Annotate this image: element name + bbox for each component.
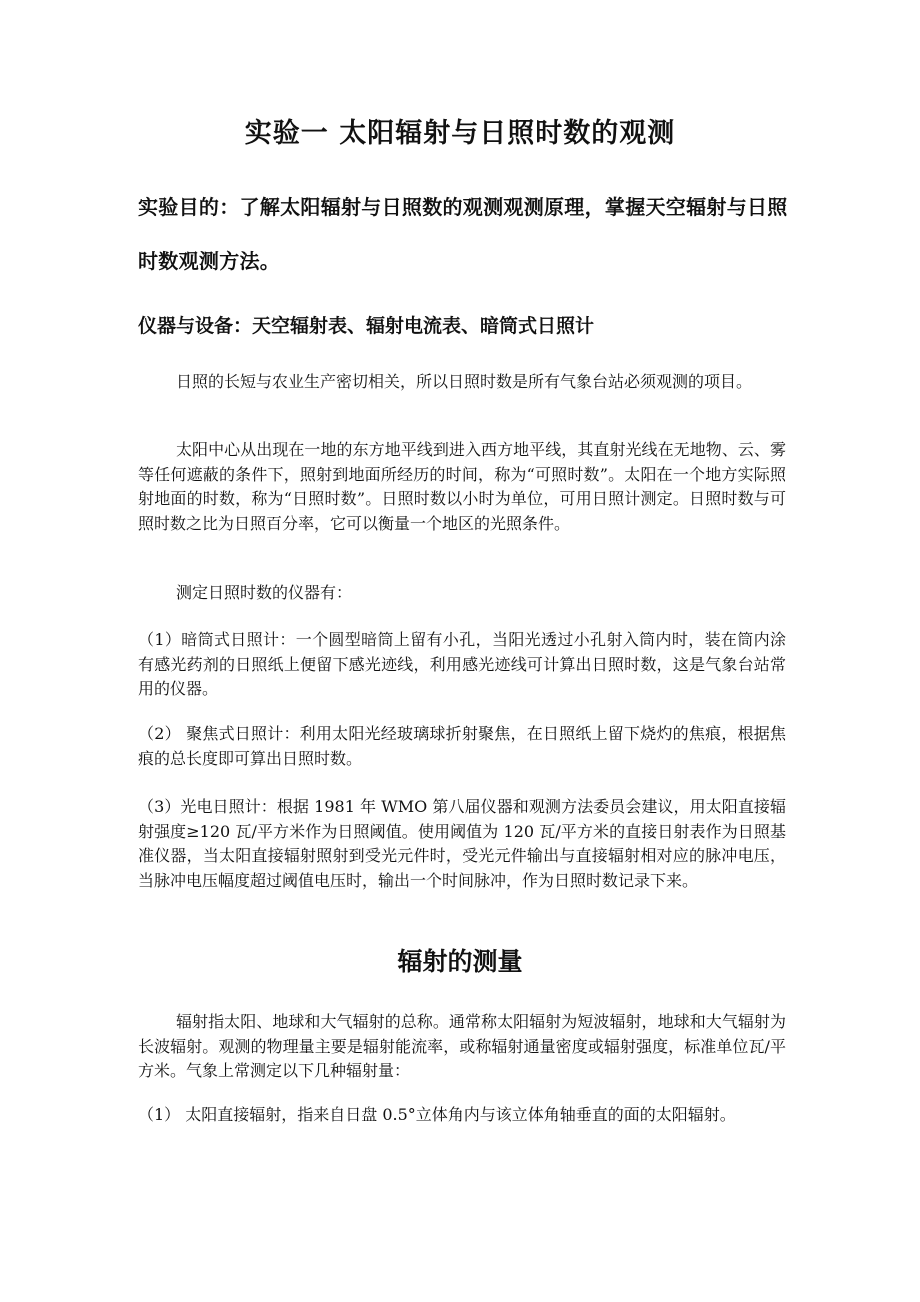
paragraph-sunshine-definition: 太阳中心从出现在一地的东方地平线到进入西方地平线，其直射光线在无地物、云、雾等任何遮蔽的条件下，照射到地面所经历的时间，称为“可照时数”。太阳在一个地方实际照射地面的时数，称为“日照时数”。日照时数以小时为单位，可用日照计测定。日照时数与可照时数之比为日照百分率，它可以衡量一个地区的光照条件。	[138, 440, 786, 533]
section-heading-radiation: 辐射的测量	[397, 947, 523, 976]
experiment-purpose: 实验目的：了解太阳辐射与日照数的观测观测原理，掌握天空辐射与日照时数观测方法。	[138, 195, 788, 273]
paragraph-dark-tube-recorder: （1）暗筒式日照计：一个圆型暗筒上留有小孔，当阳光透过小孔射入筒内时，装在筒内涂有感光药剂的日照纸上便留下感光迹线，利用感光迹线可计算出日照时数，这是气象台站常用的仪器。	[138, 630, 786, 698]
paragraph-instruments-intro: 测定日照时数的仪器有：	[176, 583, 353, 602]
paragraph-sunshine-importance: 日照的长短与农业生产密切相关，所以日照时数是所有气象台站必须观测的项目。	[176, 372, 753, 391]
paragraph-radiation-definition: 辐射指太阳、地球和大气辐射的总称。通常称太阳辐射为短波辐射，地球和大气辐射为长波辐射。观测的物理量主要是辐射能流率，或称辐射通量密度或辐射强度，标准单位瓦/平方米。气象上常测定以下几种辐射量：	[138, 1012, 786, 1080]
document-title: 实验一 太阳辐射与日照时数的观测	[244, 118, 676, 149]
equipment-line: 仪器与设备：天空辐射表、辐射电流表、暗筒式日照计	[138, 315, 595, 337]
paragraph-direct-radiation: （1） 太阳直接辐射，指来自日盘 0.5°立体角内与该立体角轴垂直的面的太阳辐射。	[138, 1105, 736, 1124]
paragraph-focusing-recorder: （2） 聚焦式日照计：利用太阳光经玻璃球折射聚焦，在日照纸上留下烧灼的焦痕，根据焦痕的总长度即可算出日照时数。	[138, 724, 786, 768]
paragraph-photoelectric-recorder: （3）光电日照计：根据 1981 年 WMO 第八届仪器和观测方法委员会建议，用太阳直接辐射强度≥120 瓦/平方米作为日照阈值。使用阈值为 120 瓦/平方米的直接日射表作为日照基准仪器，当太阳直接辐射照射到受光元件时，受光元件输出与直接辐射相对应的脉冲电压，当脉冲电压幅度超过阈值电压时，输出一个时间脉冲，作为日照时数记录下来。	[138, 797, 786, 890]
